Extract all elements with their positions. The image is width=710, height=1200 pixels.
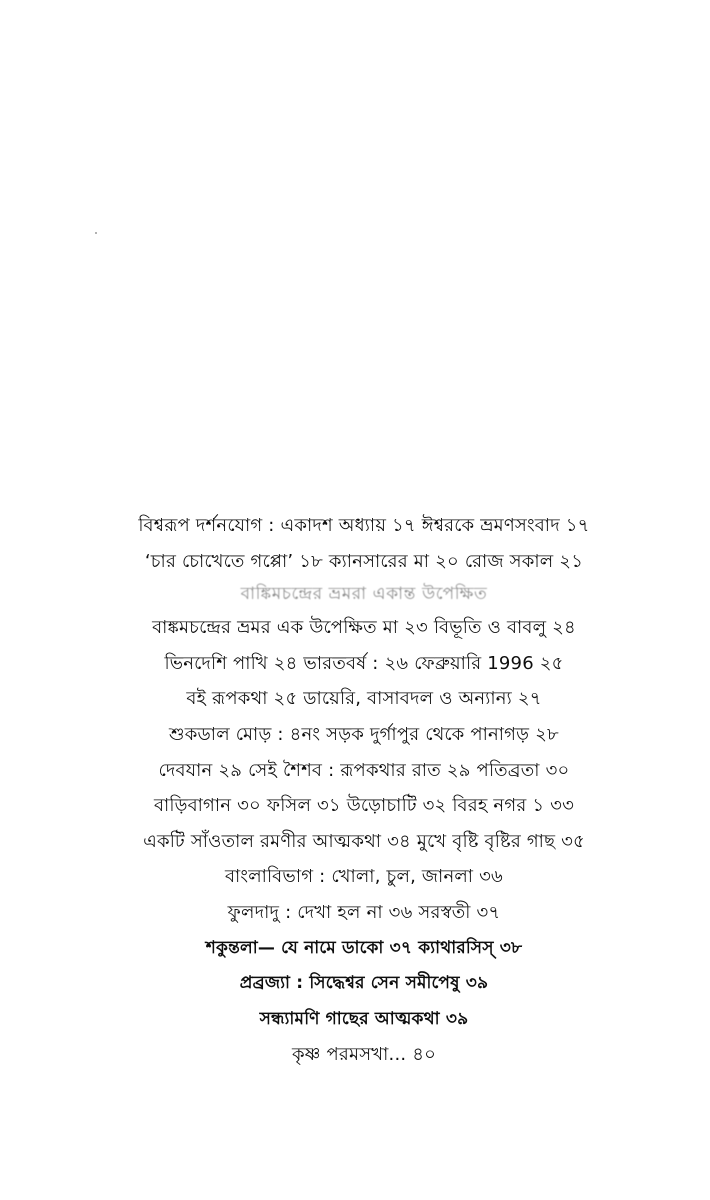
toc-entry-faded: বাঙ্কিমচন্দ্রের ভ্রমরা একান্ত উপেক্ষিত: [240, 584, 488, 605]
toc-entry: ভিনদেশি পাখি ২৪ ভারতবর্ষ : ২৬ ফেব্রুয়ারি 1996 ২৫: [164, 652, 564, 674]
toc-entry: শকুন্তলা— যে নামে ডাকো ৩৭ ক্যাথারসিস্ ৩৮: [205, 937, 523, 958]
toc-entry: ফুলদাদু : দেখা হল না ৩৬ সরস্বতী ৩৭: [227, 901, 501, 923]
table-of-contents: [0, 508, 710, 1073]
toc-entry: শুকডাল মোড় : ৪নং সড়ক দুর্গাপুর থেকে পানাগড় ২৮: [169, 723, 559, 745]
toc-entry: একটি সাঁওতাল রমণীর আত্মকথা ৩৪ মুখে বৃষ্টি বৃষ্টির গাছ ৩৫: [143, 830, 585, 852]
toc-entry: বাংলাবিভাগ : খোলা, চুল, জানলা ৩৬: [225, 866, 503, 888]
toc-entry: বাড়িবাগান ৩০ ফসিল ৩১ উড়োচাটি ৩২ বিরহ নগর ১ ৩৩: [153, 795, 574, 817]
toc-entry: সন্ধ্যামণি গাছের আত্মকথা ৩৯: [259, 1008, 469, 1029]
toc-entry: বিশ্বরূপ দর্শনযোগ : একাদশ অধ্যায় ১৭ ঈশ্বরকে ভ্রমণসংবাদ ১৭: [138, 515, 590, 536]
toc-entry: কৃষ্ণ পরমসখা... ৪০: [291, 1044, 437, 1066]
toc-entry: বই রূপকথা ২৫ ডায়েরি, বাসাবদল ও অন্যান্য ২৭: [186, 688, 542, 710]
toc-entry: বাঙ্কমচন্দ্রের ভ্রমর এক উপেক্ষিত মা ২৩ বিভূতি ও বাবলু ২৪: [152, 617, 576, 639]
toc-entry: প্রব্রজ্যা : সিদ্ধেশ্বর সেন সমীপেষু ৩৯: [239, 973, 489, 994]
toc-entry: দেবযান ২৯ সেই শৈশব : রূপকথার রাত ২৯ পতিব্রতা ৩০: [158, 759, 570, 781]
toc-entry: ‘চার চোখেতে গপ্পো’ ১৮ ক্যানসারের মা ২০ রোজ সকাল ২১: [144, 550, 584, 572]
paper-speck: [95, 232, 97, 234]
